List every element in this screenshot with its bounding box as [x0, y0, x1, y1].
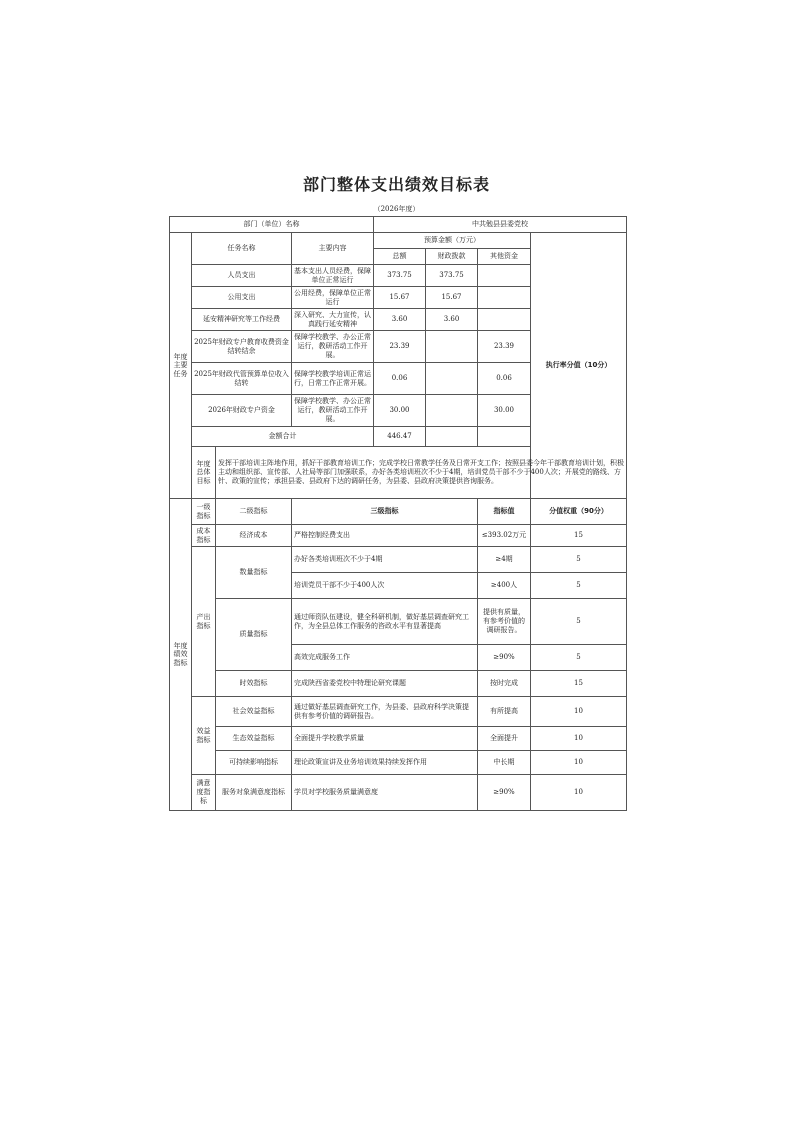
- col-budget-amount: 预算金额（万元）: [374, 233, 531, 249]
- unit-name-label: 部门（单位）名称: [170, 217, 374, 233]
- indicator-row: 可持续影响指标 理论政策宣讲及业务培训效果持续发挥作用 中长期 10: [170, 751, 627, 775]
- indicator-row: 高效完成服务工作 ≥90% 5: [170, 645, 627, 671]
- col-main-content: 主要内容: [292, 233, 374, 265]
- cost-indicator-label: 成本指标: [192, 525, 216, 547]
- indicator-row: 质量指标 通过师资队伍建设，健全科研机制，做好基层调查研究工作，为全县总体工作服务的咨政水平有显著提高 提供有质量，有参考价值的调研报告。 5: [170, 599, 627, 645]
- col-other-funds: 其他资金: [478, 249, 531, 265]
- page-title: 部门整体支出绩效目标表: [302, 175, 490, 194]
- benefit-indicator-label: 效益指标: [192, 697, 216, 775]
- budget-row: 公用支出 公用经费，保障单位正常运行 15.67 15.67: [170, 287, 627, 309]
- budget-row: 延安精神研究等工作经费 深入研究、大力宣传，认真践行延安精神 3.60 3.60: [170, 309, 627, 331]
- fiscal-year: （2026年度）: [373, 205, 420, 213]
- indicator-row: 产出指标 数量指标 办好各类培训班次不少于4期 ≥4期 5: [170, 547, 627, 573]
- budget-row: 2025年财政代管预算单位收入结转 保障学校教学培训正常运行，日常工作正常开展。 0.06 0.06: [170, 363, 627, 395]
- unit-name-value: 中共勉县县委党校: [374, 217, 627, 233]
- performance-target-table: [169, 216, 627, 811]
- satisfaction-indicator-label: 满意度指标: [192, 775, 216, 811]
- annual-tasks-label: 年度主要任务: [170, 233, 192, 499]
- col-fiscal: 财政拨款: [426, 249, 478, 265]
- indicator-row: 培训党员干部不少于400人次 ≥400人 5: [170, 573, 627, 599]
- execution-rate-score: 执行率分值（10分）: [531, 233, 627, 499]
- indicator-row: 生态效益指标 全面提升学校教学质量 全面提升 10: [170, 727, 627, 751]
- indicator-row: 时效指标 完成陕西省委党校中特理论研究课题 按时完成 15: [170, 671, 627, 697]
- col-total: 总额: [374, 249, 426, 265]
- budget-row: 人员支出 基本支出人员经费，保障单位正常运行 373.75 373.75: [170, 265, 627, 287]
- sum-total: 446.47: [374, 427, 426, 447]
- col-weight: 分值权重（90分）: [531, 499, 627, 525]
- annual-goal-text: 发挥干部培训主阵地作用，抓好干部教育培训工作；完成学校日常教学任务及日常开支工作；按照县委今年干部教育培训计划，积极主动和组织部、宣传部、人社局等部门加强联系，办好各类培训班次不少于4期，培训党员干部不少于400人次；开展党的路线、方针、政策的宣传；承担县委、县政府下达的调研任务，为县委、县政府决策提供咨询服务。: [216, 447, 627, 499]
- indicator-row: 效益指标 社会效益指标 通过做好基层调查研究工作，为县委、县政府科学决策提供有参考价值的调研报告。 有所提高 10: [170, 697, 627, 727]
- indicator-row: 成本指标 经济成本 严格控制经费支出 ≤393.02万元 15: [170, 525, 627, 547]
- output-indicator-label: 产出指标: [192, 547, 216, 697]
- indicators-label: 年度绩效指标: [170, 499, 192, 811]
- budget-row: 2026年财政专户资金 保障学校教学、办公正常运行，教研活动工作开展。 30.00 30.00: [170, 395, 627, 427]
- col-indicator-value: 指标值: [478, 499, 531, 525]
- sum-label: 金额合计: [192, 427, 374, 447]
- col-level3: 三级指标: [292, 499, 478, 525]
- col-task-name: 任务名称: [192, 233, 292, 265]
- col-level2: 二级指标: [216, 499, 292, 525]
- indicator-row: 满意度指标 服务对象满意度指标 学员对学校服务质量满意度 ≥90% 10: [170, 775, 627, 811]
- col-level1: 一级指标: [192, 499, 216, 525]
- annual-goal-label: 年度总体目标: [192, 447, 216, 499]
- budget-row: 2025年财政专户教育收费资金结转结余 保障学校教学、办公正常运行，教研活动工作开展。 23.39 23.39: [170, 331, 627, 363]
